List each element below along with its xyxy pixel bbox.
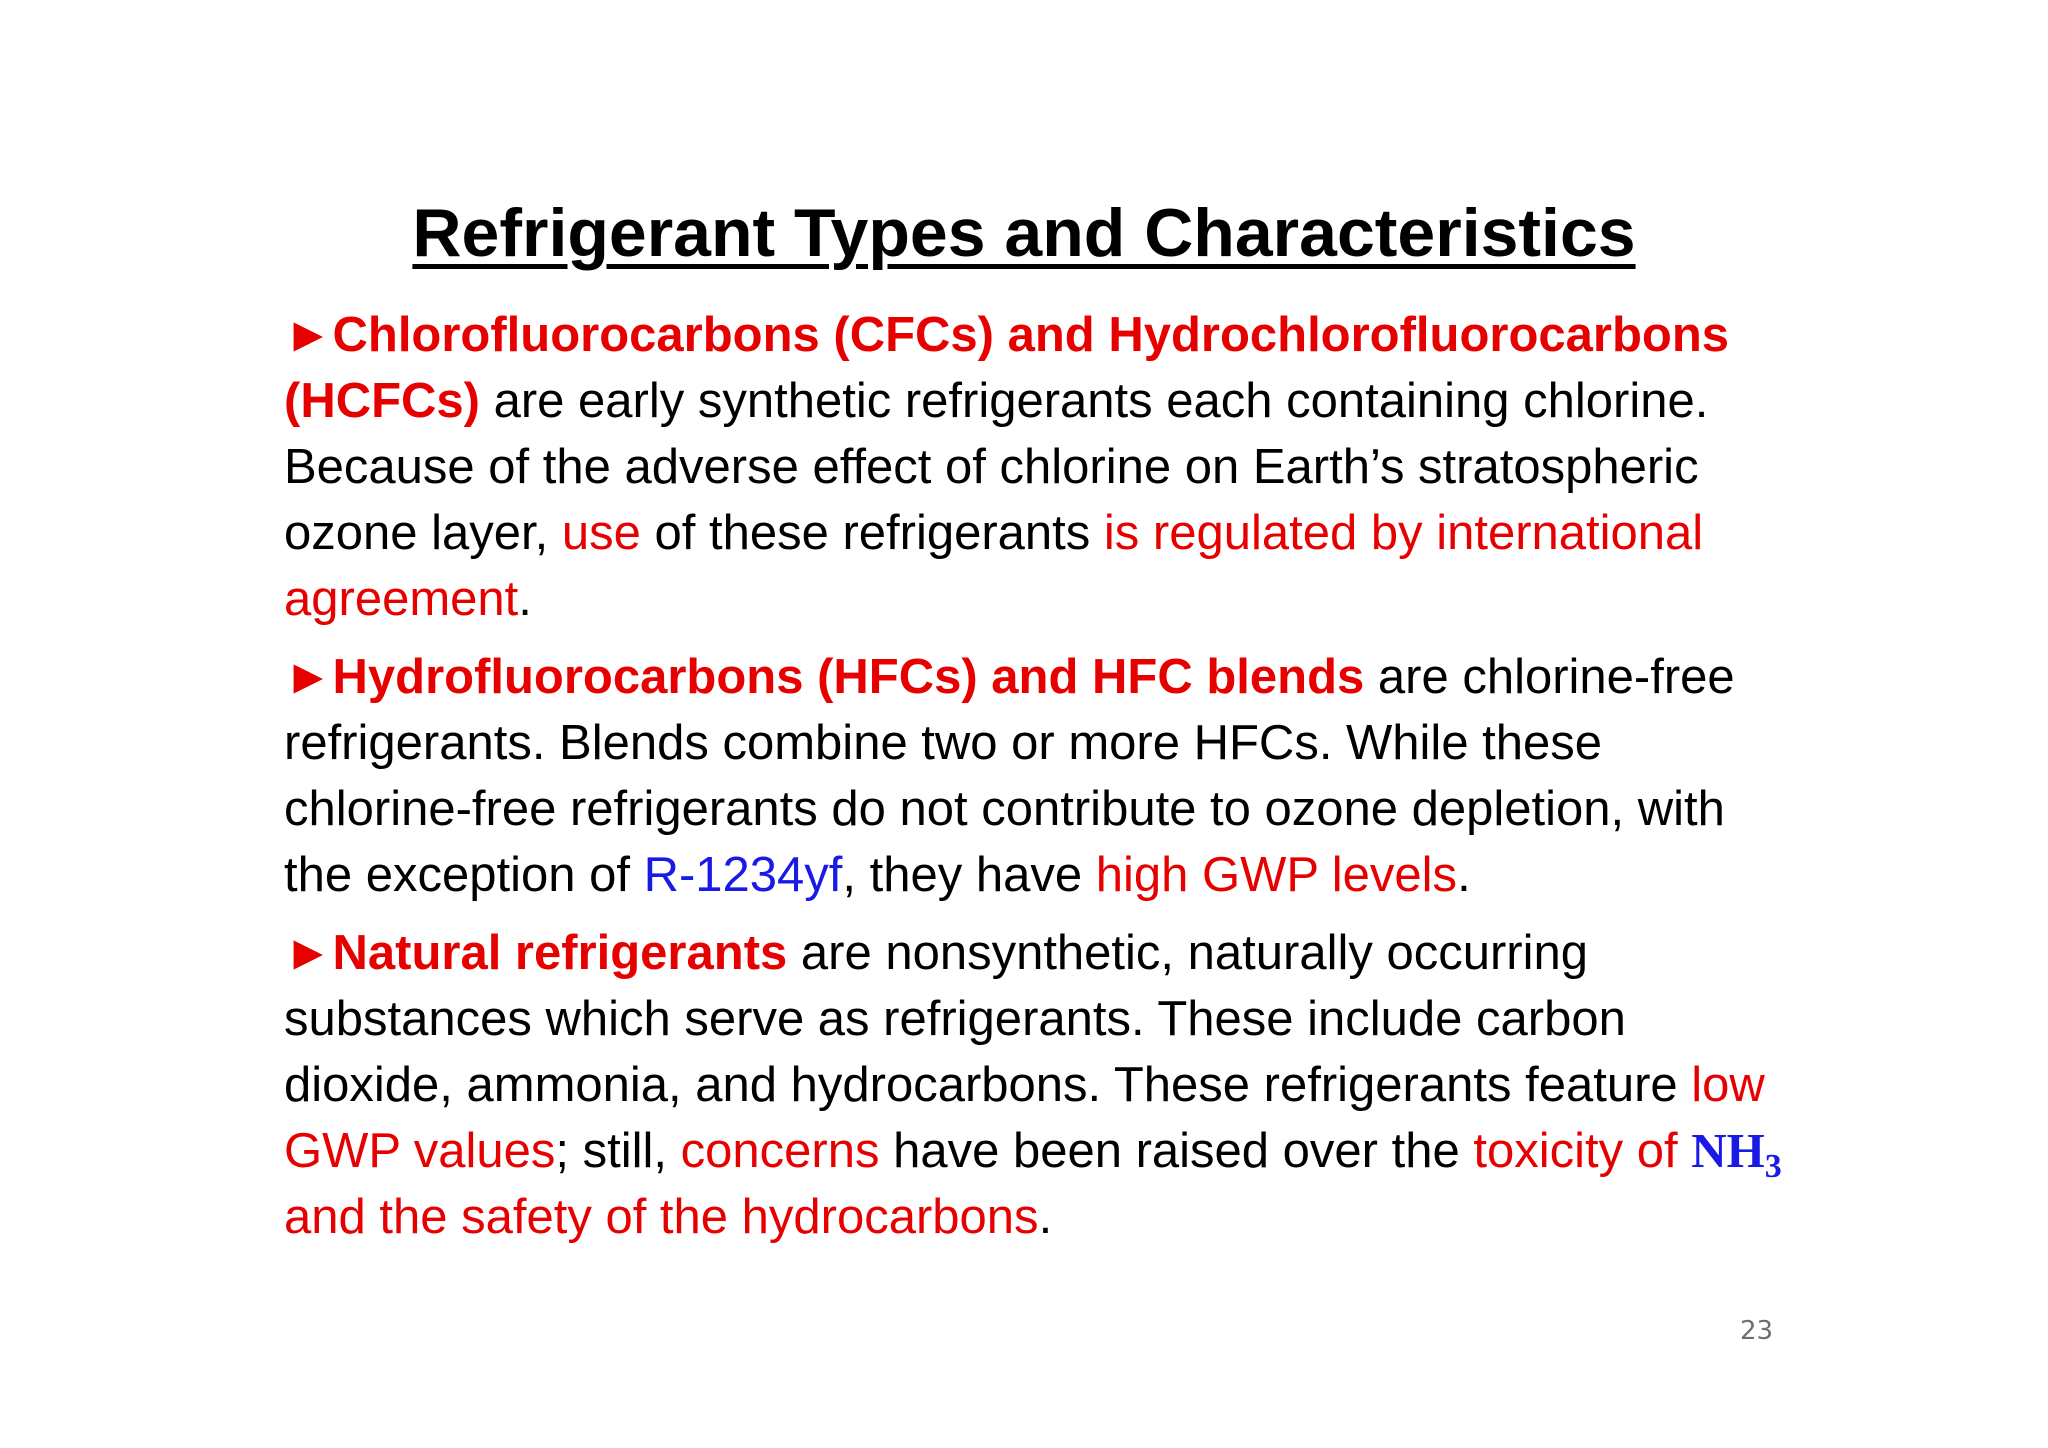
paragraph-text: are early synthetic refrigerants each containing chlorine. Because of the adverse effect of chlorine on Earth’s stratospheric ozone layer,: [284, 374, 1709, 560]
highlight-text: and the safety of the hydrocarbons: [284, 1190, 1039, 1244]
paragraph-text: .: [1457, 848, 1471, 902]
paragraph-text: ; still,: [555, 1124, 681, 1178]
paragraph-text: .: [518, 572, 532, 626]
paragraph-heading: Hydrofluorocarbons (HFCs) and HFC blends: [332, 650, 1365, 704]
paragraph-heading: Chlorofluorocarbons (CFCs) and Hydrochlorofluorocarbons (HCFCs): [284, 308, 1730, 428]
highlight-text: concerns: [680, 1124, 880, 1178]
bullet-arrow-icon: ►: [284, 650, 333, 704]
paragraph-cfc-hcfc: [284, 302, 1784, 632]
slide-title-text: Refrigerant Types and Characteristics: [412, 195, 1636, 271]
highlight-text: is regulated by international agreement: [284, 506, 1704, 626]
paragraph-text: are nonsynthetic, naturally occurring substances which serve as refrigerants. These include carbon dioxide, ammonia, and hydrocarbons. These refrigerants feature: [284, 926, 1692, 1112]
paragraph-text: have been raised over the: [879, 1124, 1474, 1178]
slide-body: [284, 302, 1784, 1262]
paragraph-text: of these refrigerants: [640, 506, 1104, 560]
page-number: 23: [1740, 1316, 1774, 1346]
highlight-text: high GWP levels: [1095, 848, 1458, 902]
slide-title: [0, 188, 2048, 278]
paragraph-text: , they have: [842, 848, 1096, 902]
bullet-arrow-icon: ►: [284, 926, 333, 980]
paragraph-heading: Natural refrigerants: [332, 926, 788, 980]
paragraph-natural: [284, 920, 1784, 1250]
paragraph-text: .: [1038, 1190, 1053, 1244]
formula-base: NH: [1691, 1123, 1765, 1178]
formula-subscript: 3: [1764, 1148, 1782, 1185]
bullet-arrow-icon: ►: [284, 308, 333, 362]
highlight-text: use: [561, 506, 641, 560]
highlight-text: toxicity of: [1473, 1124, 1692, 1178]
paragraph-text: are chlorine-free refrigerants. Blends combine two or more HFCs. While these chlorine-free refrigerants do not contribute to ozone depletion, with the exception of: [284, 650, 1735, 902]
refrigerant-code: R-1234yf: [643, 848, 843, 902]
highlight-text: low GWP values: [284, 1058, 1765, 1178]
chemical-formula-nh3: [1691, 1123, 1782, 1185]
paragraph-hfc: [284, 644, 1784, 908]
